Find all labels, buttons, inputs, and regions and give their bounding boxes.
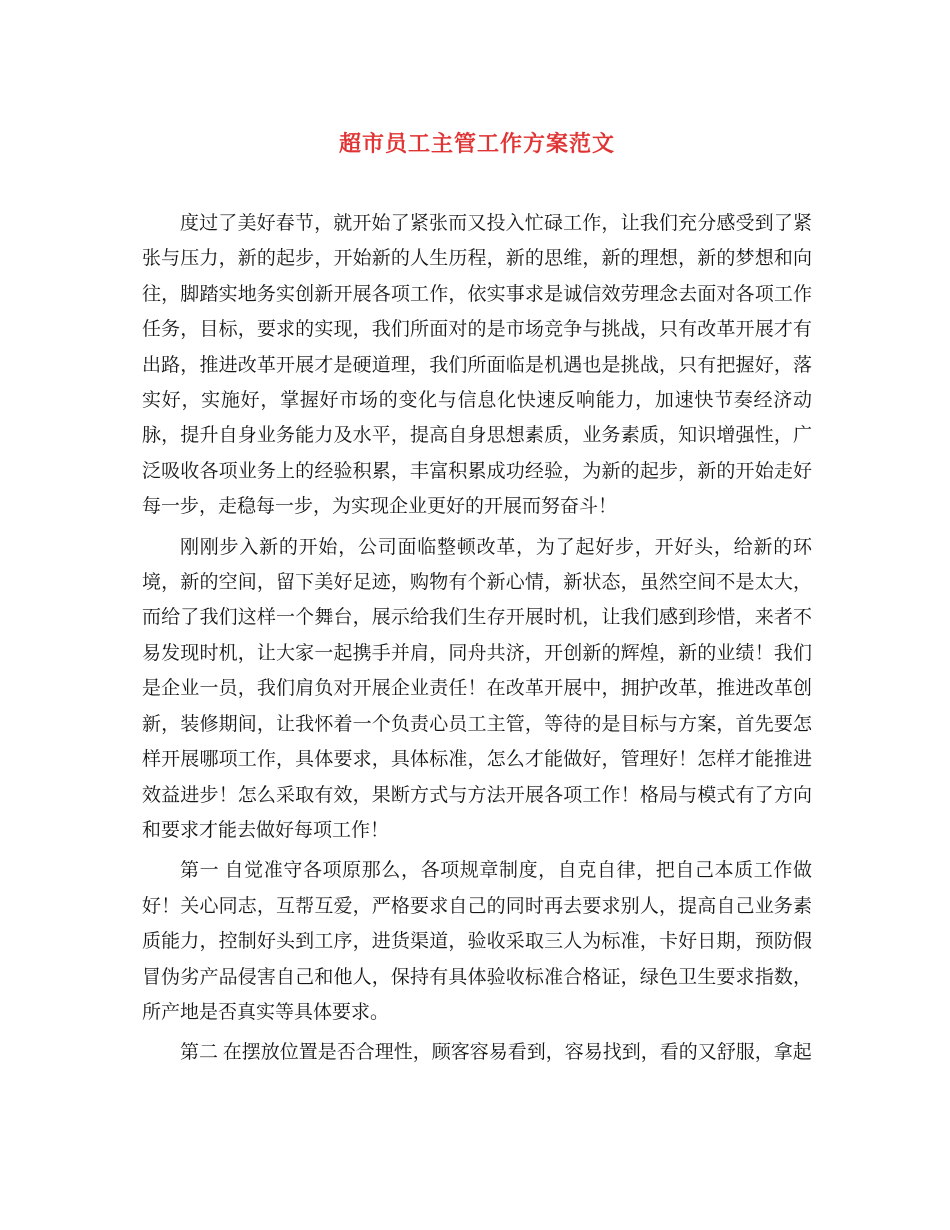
document-title: 超市员工主管工作方案范文 [338,131,615,156]
paragraph-item-first: 第一 自觉准守各项原那么，各项规章制度，自克自律，把自己本质工作做好！关心同志，互帮互爱，严格要求自己的同时再去要求别人，提高自己业务素质能力，控制好头到工序，进货渠道，验收采取三人为标准，卡好日期，预防假冒伪劣产品侵害自己和他人，保持有具体验收标准合格证，绿色卫生要求指数，所产地是否真实等具体要求。 [142,860,812,1023]
document-body [142,206,812,1071]
paragraph-intro: 度过了美好春节，就开始了紧张而又投入忙碌工作，让我们充分感受到了紧张与压力，新的起步，开始新的人生历程，新的思维，新的理想，新的梦想和向往，脚踏实地务实创新开展各项工作，依实事求是诚信效劳理念去面对各项工作任务，目标，要求的实现，我们所面对的是市场竞争与挑战，只有改革开展才有出路，推进改革开展才是硬道理，我们所面临是机遇也是挑战，只有把握好，落实好，实施好，掌握好市场的变化与信息化快速反响能力，加速快节奏经济动脉，提升自身业务能力及水平，提高自身思想素质，业务素质，知识增强性，广泛吸收各项业务上的经验积累，丰富积累成功经验，为新的起步，新的开始走好每一步，走稳每一步，为实现企业更好的开展而努奋斗！ [142,213,812,518]
paragraph-company-reform: 刚刚步入新的开始，公司面临整顿改革，为了起好步，开好头，给新的环境，新的空间，留下美好足迹，购物有个新心情，新状态，虽然空间不是太大，而给了我们这样一个舞台，展示给我们生存开展时机，让我们感到珍惜，来者不易发现时机，让大家一起携手并肩，同舟共济，开创新的辉煌，新的业绩！我们是企业一员，我们肩负对开展企业责任！在改革开展中，拥护改革，推进改革创新，装修期间，让我怀着一个负责心员工主管，等待的是目标与方案，首先要怎样开展哪项工作，具体要求，具体标准，怎么才能做好，管理好！怎样才能推进效益进步！怎么采取有效，果断方式与方法开展各项工作！格局与模式有了方向和要求才能去做好每项工作！ [142,536,812,841]
paragraph-item-second: 第二 在摆放位置是否合理性，顾客容易看到，容易找到，看的又舒服，拿起 [180,1042,812,1064]
